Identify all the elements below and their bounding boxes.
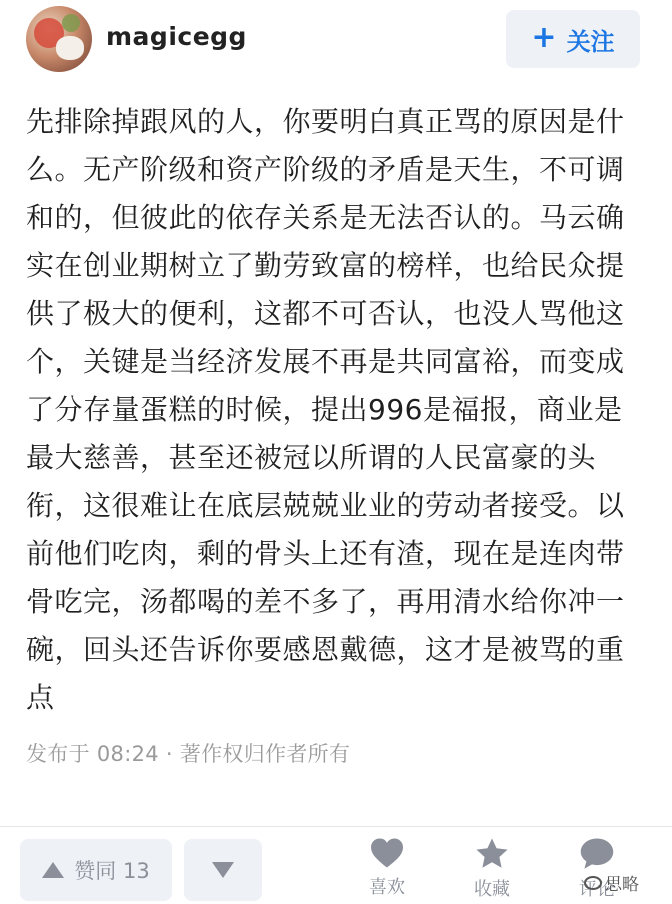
favorite-label: 收藏 bbox=[474, 879, 510, 900]
author-header bbox=[0, 0, 672, 80]
like-button[interactable] bbox=[347, 837, 427, 903]
like-label: 喜欢 bbox=[369, 877, 405, 898]
publish-meta: 发布于 08:24 · 著作权归作者所有 bbox=[26, 742, 351, 766]
avatar[interactable] bbox=[26, 6, 92, 72]
follow-button[interactable] bbox=[506, 10, 640, 68]
triangle-up-icon bbox=[42, 862, 64, 878]
vote-up-label: 赞同 13 bbox=[74, 859, 150, 883]
heart-icon bbox=[369, 837, 405, 869]
triangle-down-icon bbox=[212, 862, 234, 878]
favorite-button[interactable] bbox=[452, 837, 532, 903]
bottom-action-bar bbox=[0, 827, 672, 904]
vote-down-button[interactable] bbox=[184, 839, 262, 901]
vote-up-button[interactable] bbox=[20, 839, 172, 901]
watermark bbox=[584, 870, 639, 895]
plus-icon: + bbox=[531, 19, 557, 55]
wechat-icon bbox=[584, 876, 602, 890]
answer-content: 先排除掉跟风的人，你要明白真正骂的原因是什么。无产阶级和资产阶级的矛盾是天生，不可调和的，但彼此的依存关系是无法否认的。马云确实在创业期树立了勤劳致富的榜样，也给民众提供了极大的便利，这都不可否认，也没人骂他这个，关键是当经济发展不再是共同富裕，而变成了分存量蛋糕的时候，提出996是福报，商业是最大慈善，甚至还被冠以所谓的人民富豪的头衔，这很难让在底层兢兢业业的劳动者接受。以前他们吃肉，剩的骨头上还有渣，现在是连肉带骨吃完，汤都喝的差不多了，再用清水给你冲一碗，回头还告诉你要感恩戴德，这才是被骂的重点 bbox=[26, 105, 625, 714]
speech-bubble-icon bbox=[579, 837, 615, 871]
star-icon bbox=[474, 837, 510, 871]
username[interactable]: magicegg bbox=[106, 22, 247, 51]
watermark-text: 思略 bbox=[605, 875, 639, 895]
comment-label: 评论 bbox=[579, 879, 615, 900]
follow-label: 关注 bbox=[566, 27, 615, 56]
